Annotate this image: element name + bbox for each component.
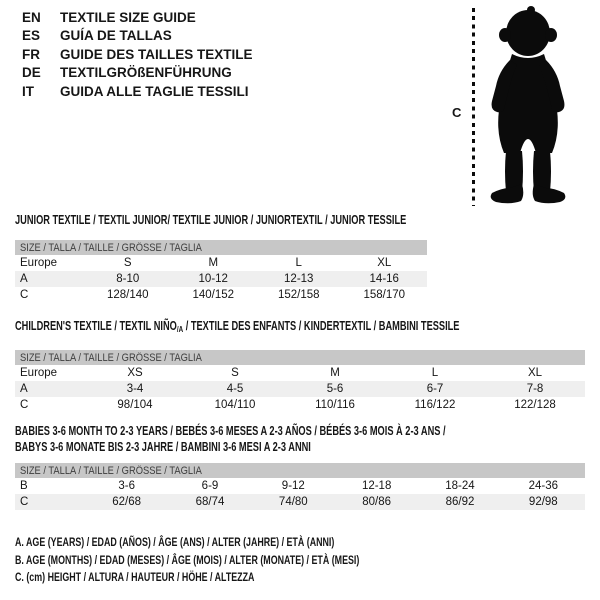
- language-row: [22, 46, 253, 64]
- value-cell: S: [231, 367, 239, 379]
- height-dashed-line: [472, 8, 475, 206]
- table-row: [15, 271, 427, 287]
- value-cell: L: [431, 367, 439, 379]
- value-cell: 80/86: [362, 496, 392, 508]
- row-label-cell: A: [20, 383, 28, 395]
- size-header-row: [15, 350, 585, 365]
- legend-line: [15, 552, 480, 570]
- language-code: IT: [22, 83, 34, 99]
- language-row: [22, 64, 253, 82]
- value-cell: 86/92: [445, 496, 475, 508]
- legend-text: A. AGE (YEARS) / EDAD (AÑOS) / ÂGE (ANS) / ALTER (JAHRE) / ETÀ (ANNI): [15, 535, 335, 549]
- value-cell: 104/110: [214, 399, 256, 411]
- size-table: [15, 463, 585, 510]
- language-name: TEXTILE SIZE GUIDE: [60, 10, 196, 25]
- value-cell: M: [208, 257, 219, 269]
- value-cell: 7-8: [526, 383, 544, 395]
- value-cell: 9-12: [281, 480, 305, 492]
- value-cell: 10-12: [198, 273, 228, 285]
- legend-text: C. (cm) HEIGHT / ALTURA / HAUTEUR / HÖHE / ALTEZZA: [15, 570, 255, 585]
- value-cell: XL: [527, 367, 543, 379]
- measurement-legend: [15, 534, 480, 587]
- table-row: [15, 365, 585, 381]
- value-cell: 110/116: [315, 399, 355, 411]
- value-cell: 24-36: [528, 480, 559, 492]
- value-cell: 14-16: [369, 273, 399, 285]
- legend-line: [15, 569, 480, 587]
- table-title-text: JUNIOR TEXTILE / TEXTIL JUNIOR/ TEXTILE JUNIOR / JUNIORTEXTIL / JUNIOR TESSILE: [15, 213, 407, 227]
- language-row: [22, 83, 253, 101]
- size-table-section-junior: [15, 212, 544, 303]
- table-title-line: [15, 212, 406, 228]
- size-header-text: SIZE / TALLA / TAILLE / GRÖSSE / TAGLIA: [20, 241, 202, 254]
- row-label-cell: B: [20, 480, 28, 492]
- value-cell: 18-24: [445, 480, 475, 492]
- value-cell: 12-18: [361, 480, 392, 492]
- row-label-cell: C: [20, 289, 29, 301]
- value-cell: 6-7: [426, 383, 444, 395]
- size-header-row: [15, 240, 427, 255]
- language-name: GUÍA DE TALLAS: [60, 28, 172, 44]
- value-cell: XS: [127, 367, 143, 379]
- value-cell: 98/104: [117, 399, 153, 411]
- table-title: [15, 423, 597, 455]
- baby-silhouette-icon: [478, 4, 582, 208]
- legend-line: [15, 534, 480, 552]
- language-code: FR: [22, 46, 40, 62]
- size-header-text: SIZE / TALLA / TAILLE / GRÖSSE / TAGLIA: [20, 464, 202, 477]
- value-cell: 140/152: [192, 289, 235, 301]
- language-code: ES: [22, 28, 41, 44]
- value-cell: 128/140: [106, 289, 149, 301]
- table-row: [15, 381, 585, 397]
- size-table-section-children: [15, 318, 600, 413]
- table-title-line: [15, 318, 459, 337]
- size-table: [15, 350, 585, 413]
- table-title: [15, 212, 544, 228]
- value-cell: L: [295, 257, 302, 269]
- size-header-cell: [15, 463, 585, 478]
- value-cell: 62/68: [112, 496, 142, 508]
- table-row: [15, 478, 585, 494]
- value-cell: S: [123, 257, 132, 269]
- value-cell: 3-6: [118, 480, 135, 492]
- legend-text: B. AGE (MONTHS) / EDAD (MESES) / ÂGE (MOIS) / ALTER (MONATE) / ETÀ (MESI): [15, 552, 360, 567]
- size-header-cell: [15, 240, 427, 255]
- value-cell: 8-10: [116, 273, 140, 285]
- value-cell: M: [330, 367, 340, 379]
- row-label-cell: Europe: [20, 257, 58, 269]
- language-code: EN: [22, 10, 41, 25]
- table-title-line: [15, 439, 446, 455]
- size-header-cell: [15, 350, 585, 365]
- language-name: TEXTILGRÖßENFÜHRUNG: [60, 65, 232, 81]
- row-label-cell: Europe: [20, 367, 58, 379]
- value-cell: 122/128: [514, 399, 556, 411]
- value-cell: 12-13: [284, 273, 314, 285]
- table-title-text: BABYS 3-6 MONATE BIS 2-3 JAHRE / BAMBINI 3-6 MESI A 2-3 ANNI: [15, 440, 311, 454]
- table-row: [15, 397, 585, 413]
- language-row: [22, 9, 253, 27]
- value-cell: XL: [377, 257, 392, 269]
- value-cell: 4-5: [226, 383, 244, 395]
- table-title-text: / TEXTILE DES ENFANTS / KINDERTEXTIL / BAMBINI TESSILE: [183, 319, 460, 333]
- table-row: [15, 494, 585, 510]
- value-cell: 5-6: [326, 383, 344, 395]
- language-name: GUIDE DES TAILLES TEXTILE: [60, 46, 253, 62]
- value-cell: 92/98: [528, 496, 558, 508]
- value-cell: 68/74: [195, 496, 225, 508]
- row-label-cell: C: [20, 496, 29, 508]
- table-row: [15, 287, 427, 303]
- size-header-row: [15, 463, 585, 478]
- size-table-section-babies: [15, 423, 597, 510]
- row-label-cell: C: [20, 399, 29, 411]
- language-code: DE: [22, 65, 41, 81]
- table-title-text: CHILDREN'S TEXTILE / TEXTIL NIÑO: [15, 319, 177, 333]
- language-list: [22, 9, 253, 101]
- size-header-text: SIZE / TALLA / TAILLE / GRÖSSE / TAGLIA: [20, 351, 202, 364]
- row-label-cell: A: [20, 273, 28, 285]
- table-title-line: [15, 423, 446, 439]
- language-row: [22, 27, 253, 45]
- table-title: [15, 318, 600, 337]
- value-cell: 3-4: [126, 383, 144, 395]
- value-cell: 116/122: [414, 399, 456, 411]
- value-cell: 158/170: [363, 289, 406, 301]
- language-name: GUIDA ALLE TAGLIE TESSILI: [60, 83, 249, 99]
- height-label: C: [452, 105, 462, 120]
- table-title-text: /A: [176, 324, 184, 334]
- value-cell: 152/158: [277, 289, 320, 301]
- table-row: [15, 255, 427, 271]
- value-cell: 6-9: [201, 480, 219, 492]
- value-cell: 74/80: [278, 496, 308, 508]
- table-title-text: BABIES 3-6 MONTH TO 2-3 YEARS / BEBÉS 3-6 MESES A 2-3 AÑOS / BÉBÉS 3-6 MOIS À 2-3 ANS /: [15, 424, 446, 438]
- size-table: [15, 240, 427, 303]
